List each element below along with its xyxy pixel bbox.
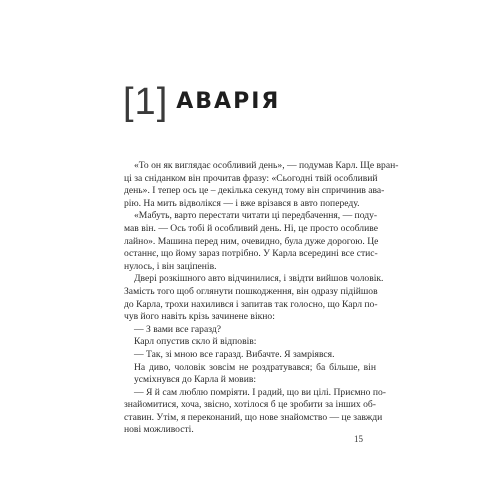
text-line: — З вами все гаразд? [134, 323, 221, 335]
text-line: останнє, що йому зараз потрібно. У Карла всередині все стис- [124, 248, 378, 260]
text-line: знайомитися, хоча, звісно, хотілося б це зробити за інших об- [124, 399, 376, 411]
text-line: рію. На мить відволікся — і вже врізався в авто попереду. [124, 197, 360, 209]
text-line: «Мабуть, варто перестати читати ці передбачення, — поду- [134, 210, 378, 222]
text-line: мав він. — Ось тобі й особливий день. Ні, це просто особливе [124, 222, 378, 234]
text-line: нові можливості. [124, 424, 194, 436]
text-line: усміхнувся до Карла й мовив: [134, 374, 257, 386]
chapter-body-text [124, 160, 399, 437]
text-line: до Карла, трохи нахилився і запитав так голосно, що Карл по- [124, 298, 378, 310]
chapter-title: АВАРІЯ [176, 89, 281, 114]
text-line: ці за сніданком він прочитав фразу: «Сьогодні твій особливий [124, 172, 378, 184]
text-line: Замість того щоб оглянути пошкодження, він одразу підійшов [124, 285, 378, 297]
text-line: Двері розкішного авто відчинилися, і звідти вийшов чоловік. [134, 273, 384, 285]
text-line: нулось, і він заціпенів. [124, 260, 217, 272]
text-line: «То он як виглядає особливий день», — подумав Карл. Ще вран- [134, 160, 399, 171]
page-number: 15 [354, 434, 363, 444]
text-line: день». І тепер ось це – декілька секунд тому він спричинив ава- [124, 185, 385, 197]
text-line: — Я й сам люблю помріяти. І радий, що ви цілі. Приємно по- [134, 386, 386, 398]
text-line: ставин. Утім, я переконаний, що нове знайомство — це завжди [124, 411, 383, 423]
text-line: лайно». Машина перед ним, очевидно, була дуже дорогою. Це [124, 235, 379, 247]
chapter-heading [123, 82, 280, 122]
chapter-number: [1] [123, 81, 169, 123]
text-line: чув його навіть крізь зачинене вікно: [124, 311, 275, 323]
text-line: — Так, зі мною все гаразд. Вибачте. Я замріявся. [134, 348, 335, 360]
text-line: Карл опустив скло й відповів: [134, 336, 257, 348]
text-line: На диво, чоловік зовсім не роздратувався; ба більше, він [134, 361, 376, 373]
